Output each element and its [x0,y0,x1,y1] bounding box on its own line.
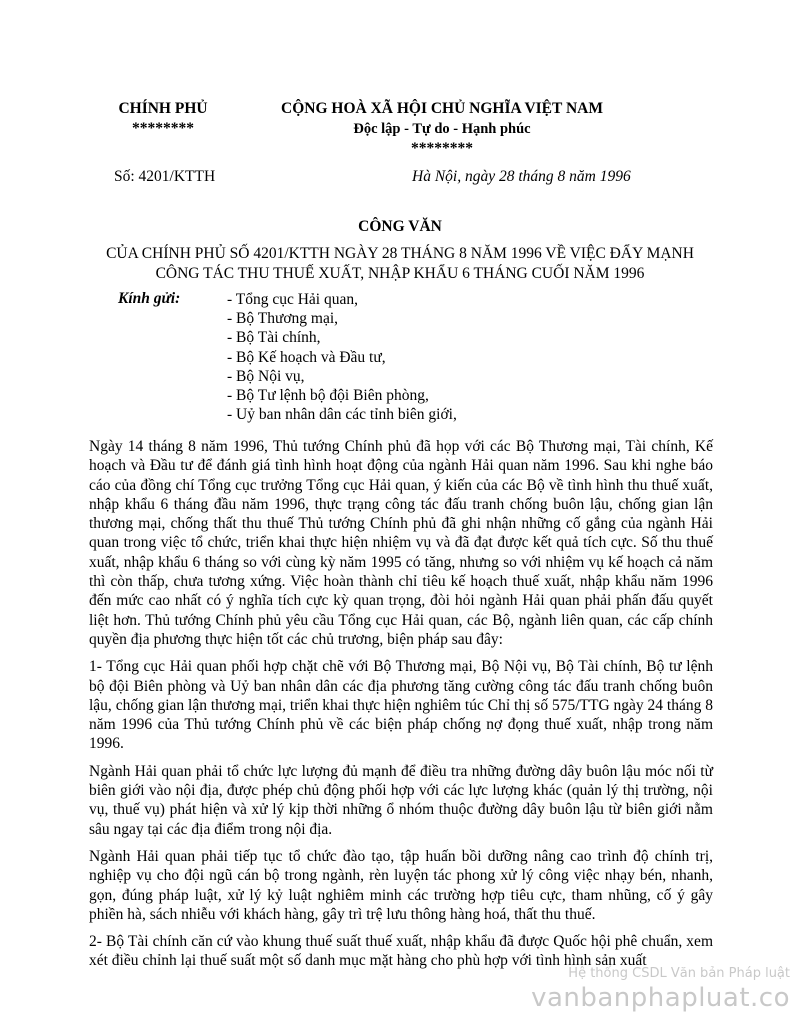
issuer-block [98,99,228,139]
country-name: CỘNG HOÀ XÃ HỘI CHỦ NGHĨA VIỆT NAM [281,100,603,117]
national-heading [262,99,622,159]
recipient-item: - Uỷ ban nhân dân các tỉnh biên giới, [227,406,457,424]
national-motto: Độc lập - Tự do - Hạnh phúc [353,121,531,137]
recipient-item: - Bộ Tài chính, [227,329,321,347]
body-paragraph: Ngày 14 tháng 8 năm 1996, Thủ tướng Chính phủ đã họp với các Bộ Thương mại, Tài chính, Kế hoạch và Đầu tư để đánh giá tình hình hoạt động của ngành Hải quan năm 1996. Sau khi nghe báo cáo của đồng chí Tổng cục trưởng Tổng cục Hải quan, ý kiến của các Bộ về tình hình thu thuế xuất, nhập khẩu 6 tháng đầu năm 1996, thực trạng công tác đấu tranh chống buôn lậu, chống gian lận thương mại, chống thất thu thuế Thủ tướng Chính phủ đã ghi nhận những cố gắng của ngành Hải quan trong việc tổ chức, triển khai thực hiện nhiệm vụ và đã đạt được kết quả tích cực. Số thu thuế xuất, nhập khẩu 6 tháng so với cùng kỳ năm 1995 có tăng, nhưng so với nhiệm vụ kế hoạch cả năm thì còn thấp, chưa tương xứng. Việc hoàn thành chỉ tiêu kế hoạch thuế xuất, nhập khẩu năm 1996 đến mức cao nhất có ý nghĩa tích cực kỳ quan trọng, đòi hỏi ngành Hải quan phải phấn đấu quyết liệt hơn. Thủ tướng Chính phủ yêu cầu Tổng cục Hải quan, các Bộ, ngành liên quan, các cấp chính quyền địa phương thực hiện tốt các chủ trương, biện pháp sau đây: [89,438,713,648]
issuer-name: CHÍNH PHỦ [118,100,208,117]
body-paragraph: Ngành Hải quan phải tổ chức lực lượng đủ mạnh để điều tra những đường dây buôn lậu móc nối từ biên giới vào nội địa, được phép chủ động phối hợp với các lực lượng khác (quản lý thị trường, nội vụ, thuế vụ) phát hiện và xử lý kịp thời những ổ nhóm thuộc đường dây buôn lậu từ biên giới nằm sâu ngay tại các địa điểm trong nội địa. [89,762,713,838]
recipients-list [227,290,457,424]
recipient-item: - Bộ Thương mại, [227,310,339,328]
issuer-stars: ******** [132,120,194,137]
recipient-item: - Bộ Tư lệnh bộ đội Biên phòng, [227,387,429,405]
document-title [90,244,710,284]
site-watermark [531,966,790,1014]
document-body [89,437,713,979]
watermark-line-1: Hệ thống CSDL Văn bản Pháp luật [568,966,790,981]
motto-stars: ******** [411,140,473,157]
recipient-item: - Bộ Kế hoạch và Đầu tư, [227,348,386,366]
recipients-label: Kính gửi: [118,290,181,307]
body-paragraph: Ngành Hải quan phải tiếp tục tổ chức đào tạo, tập huấn bồi dưỡng nâng cao trình độ chính trị, nghiệp vụ cho đội ngũ cán bộ trong ngành, rèn luyện tác phong xử lý công việc nhạy bén, nhanh, gọn, đúng pháp luật, xử lý kỷ luật nghiêm minh các trường hợp tiêu cực, tham nhũng, cố ý gây phiền hà, sách nhiễu với khách hàng, gây trì trệ lưu thông hàng hoá, thất thu thuế. [89,847,713,923]
document-type: CÔNG VĂN [358,218,442,235]
watermark-line-2: vanbanphapluat.co [531,983,790,1013]
document-title-line-2: CÔNG TÁC THU THUẾ XUẤT, NHẬP KHẨU 6 THÁNG CUỐI NĂM 1996 [155,265,645,282]
recipient-item: - Bộ Nội vụ, [227,367,305,385]
document-title-line-1: CỦA CHÍNH PHỦ SỐ 4201/KTTH NGÀY 28 THÁNG 8 NĂM 1996 VỀ VIỆC ĐẨY MẠNH [106,245,694,262]
issue-date: Hà Nội, ngày 28 tháng 8 năm 1996 [412,168,631,185]
body-paragraph: 2- Bộ Tài chính căn cứ vào khung thuế suất thuế xuất, nhập khẩu đã được Quốc hội phê chuẩn, xem xét điều chỉnh lại thuế suất một số danh mục mặt hàng cho phù hợp với tình hình sản xuất [89,933,713,970]
recipient-item: - Tổng cục Hải quan, [227,291,358,308]
body-paragraph: 1- Tổng cục Hải quan phối hợp chặt chẽ với Bộ Thương mại, Bộ Nội vụ, Bộ Tài chính, Bộ tư lệnh bộ đội Biên phòng và Uỷ ban nhân dân các địa phương tăng cường công tác đấu tranh chống buôn lậu, chống gian lận thương mại, triển khai thực hiện nghiêm túc Chỉ thị số 575/TTG ngày 24 tháng 8 năm 1996 của Thủ tướng Chính phủ về các biện pháp chống nợ đọng thuế xuất, nhập trong năm 1996. [89,658,713,753]
reference-number: Số: 4201/KTTH [114,168,216,185]
